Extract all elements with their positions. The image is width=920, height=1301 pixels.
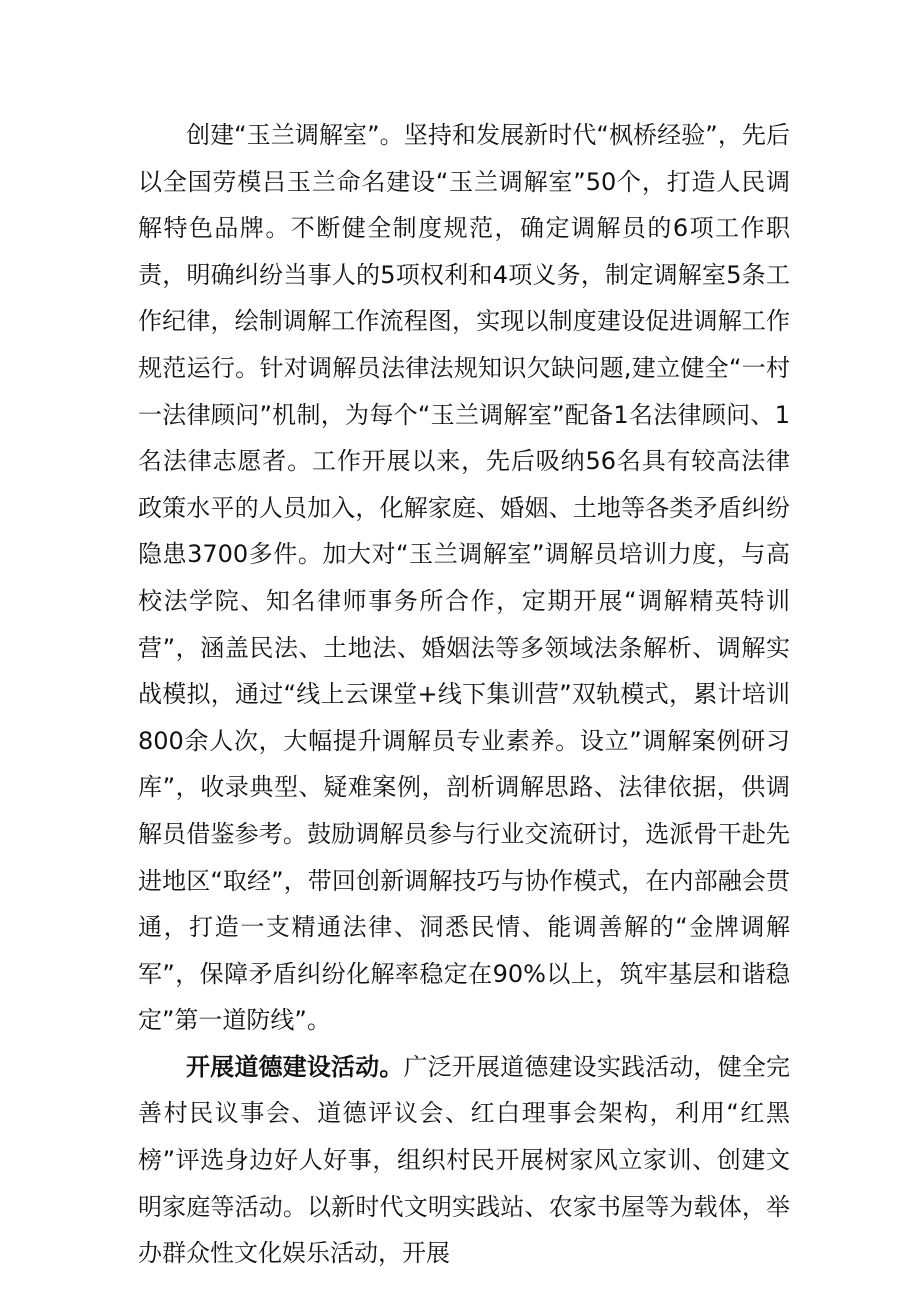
- paragraph-lead-heading: 开展道德建设活动。: [186, 1052, 404, 1081]
- paragraph-text: 广泛开展道德建设实践活动，健全完善村民议事会、道德评议会、红白理事会架构，利用“红黑榜”评选身边好人好事，组织村民开展树家风立家训、创建文明家庭等活动。以新时代文明实践站、农家书屋等为载体，举办群众性文化娱乐活动，开展: [138, 1052, 790, 1268]
- paragraph-mediation-room: [138, 112, 790, 1044]
- paragraph-moral-building: [138, 1044, 790, 1277]
- paragraph-text: 创建“玉兰调解室”。坚持和发展新时代“枫桥经验”，先后以全国劳模吕玉兰命名建设“玉兰调解室”50个，打造人民调解特色品牌。不断健全制度规范，确定调解员的6项工作职责，明确纠纷当事人的5项权利和4项义务，制定调解室5条工作纪律，绘制调解工作流程图，实现以制度建设促进调解工作规范运行。针对调解员法律法规知识欠缺问题,建立健全“一村一法律顾问”机制，为每个“玉兰调解室”配备1名法律顾问、1名法律志愿者。工作开展以来，先后吸纳56名具有较高法律政策水平的人员加入，化解家庭、婚姻、土地等各类矛盾纠纷隐患3700多件。加大对“玉兰调解室”调解员培训力度，与高校法学院、知名律师事务所合作，定期开展“调解精英特训营”，涵盖民法、土地法、婚姻法等多领域法条解析、调解实战模拟，通过“线上云课堂+线下集训营”双轨模式，累计培训800余人次，大幅提升调解员专业素养。设立”调解案例研习库”，收录典型、疑难案例，剖析调解思路、法律依据，供调解员借鉴参考。鼓励调解员参与行业交流研讨，选派骨干赴先进地区“取经”，带回创新调解技巧与协作模式，在内部融会贯通，打造一支精通法律、洞悉民情、能调善解的“金牌调解军”，保障矛盾纠纷化解率稳定在90%以上，筑牢基层和谐稳定”第一道防线”。: [138, 121, 790, 1035]
- document-page: [138, 112, 790, 1277]
